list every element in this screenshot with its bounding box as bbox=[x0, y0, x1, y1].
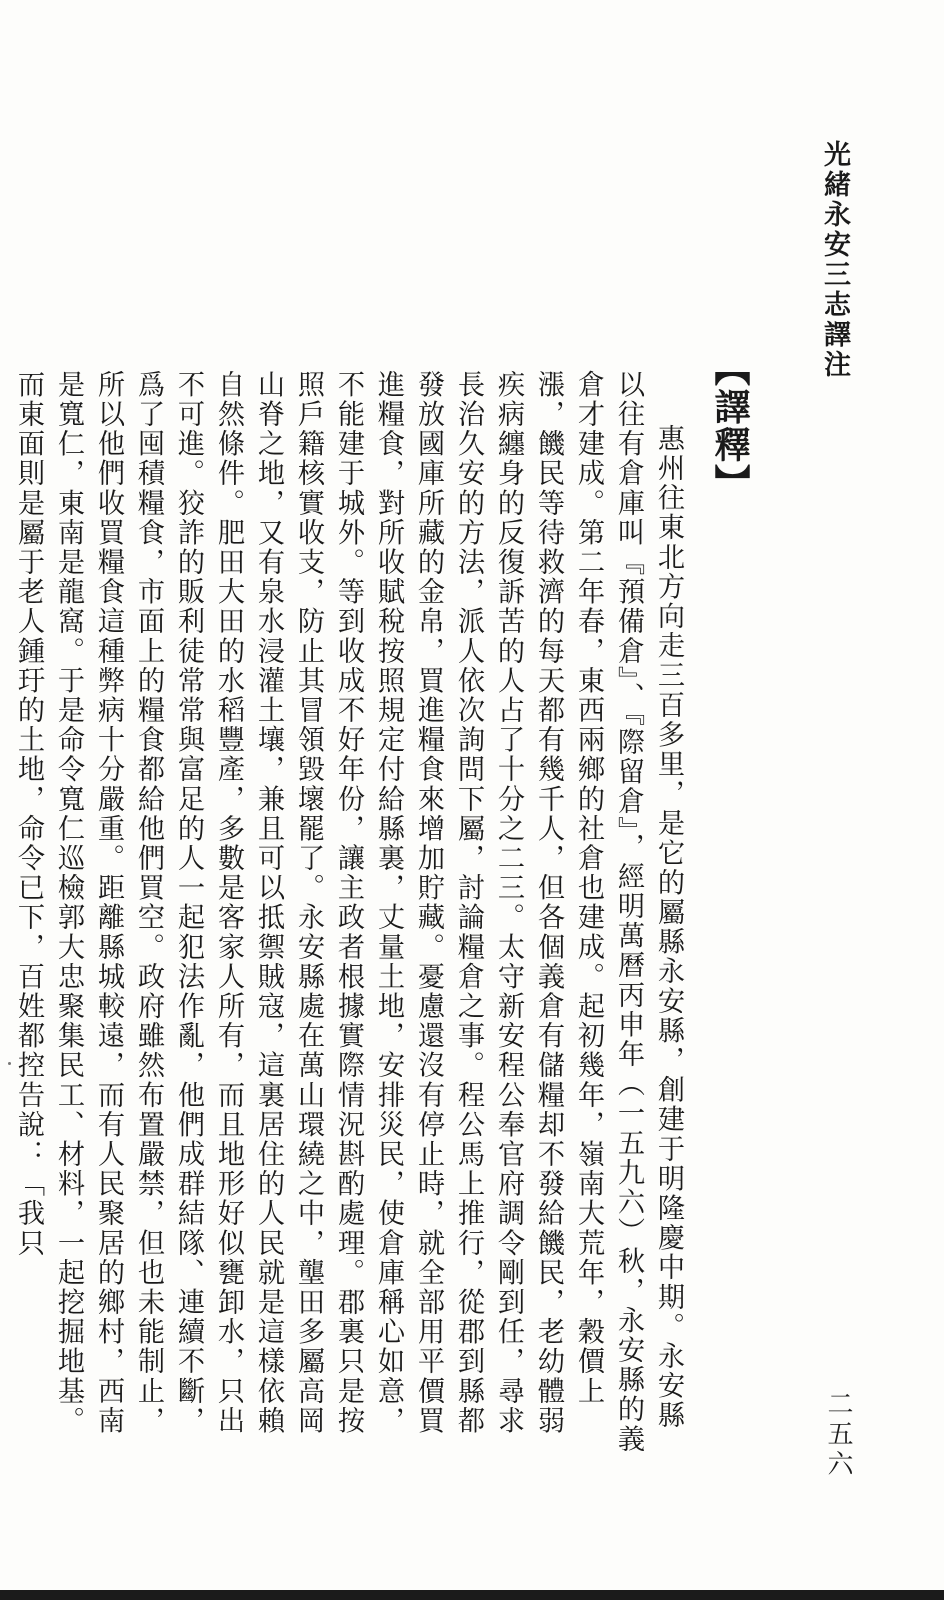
body-paragraph: 惠州往東北方向走三百多里，是它的屬縣永安縣，創建于明隆慶中期。永安縣以往有倉庫叫『預備倉』、『際留倉』，經明萬曆丙申年（一五九六）秋，永安縣的義倉才建成。第二年春，東西兩鄉的社倉也建成。起初幾年，嶺南大荒年，穀價上漲，饑民等待救濟的每天都有幾千人，但各個義倉有儲糧却不發給饑民，老幼體弱疾病纏身的反復訴苦的人占了十分之二三。太守新安程公奉官府調令剛到任，尋求長治久安的方法，派人依次詢問下屬，討論糧倉之事。程公馬上推行，從郡到縣都發放國庫所藏的金帛，買進糧食來增加貯藏。憂慮還沒有停止時，就全部用平價買進糧食，對所收賦稅按照規定付給縣裏，丈量土地，安排災民，使倉庫稱心如意，不能建于城外。等到收成不好年份，讓主政者根據實際情況斟酌處理。郡裏只是按照戶籍核實收支，防止其冒領毀壞罷了。永安縣處在萬山環繞之中，壟田多屬高岡山脊之地，又有泉水浸灌土壤，兼且可以抵禦賊寇，這裏居住的人民就是這樣依賴自然條件。肥田大田的水稻豐產，多數是客家人所有，而且地形好似甕卸水，只出不可進。狡詐的販利徒常常與富足的人一起犯法作亂，他們成群結隊、連續不斷，爲了囤積糧食，市面上的糧食都給他們買空。政府雖然布置嚴禁，但也未能制止，所以他們收買糧食這種弊病十分嚴重。距離縣城較遠，而有人民聚居的鄉村，西南是寬仁，東南是龍窩。于是命令寬仁巡檢郭大忠聚集民工、材料，一起挖掘地基。而東面則是屬于老人鍾玗的土地，命令已下，百姓都控告說：「我只 bbox=[13, 370, 684, 1454]
running-header-book-title: 光緒永安三志譯注 bbox=[819, 140, 850, 380]
scan-speck bbox=[8, 1062, 11, 1065]
body-text-block bbox=[13, 370, 688, 1460]
page-number: 二五六 bbox=[823, 1390, 853, 1480]
scan-bottom-edge bbox=[0, 1590, 944, 1600]
section-heading: 【譯釋】 bbox=[709, 350, 751, 502]
